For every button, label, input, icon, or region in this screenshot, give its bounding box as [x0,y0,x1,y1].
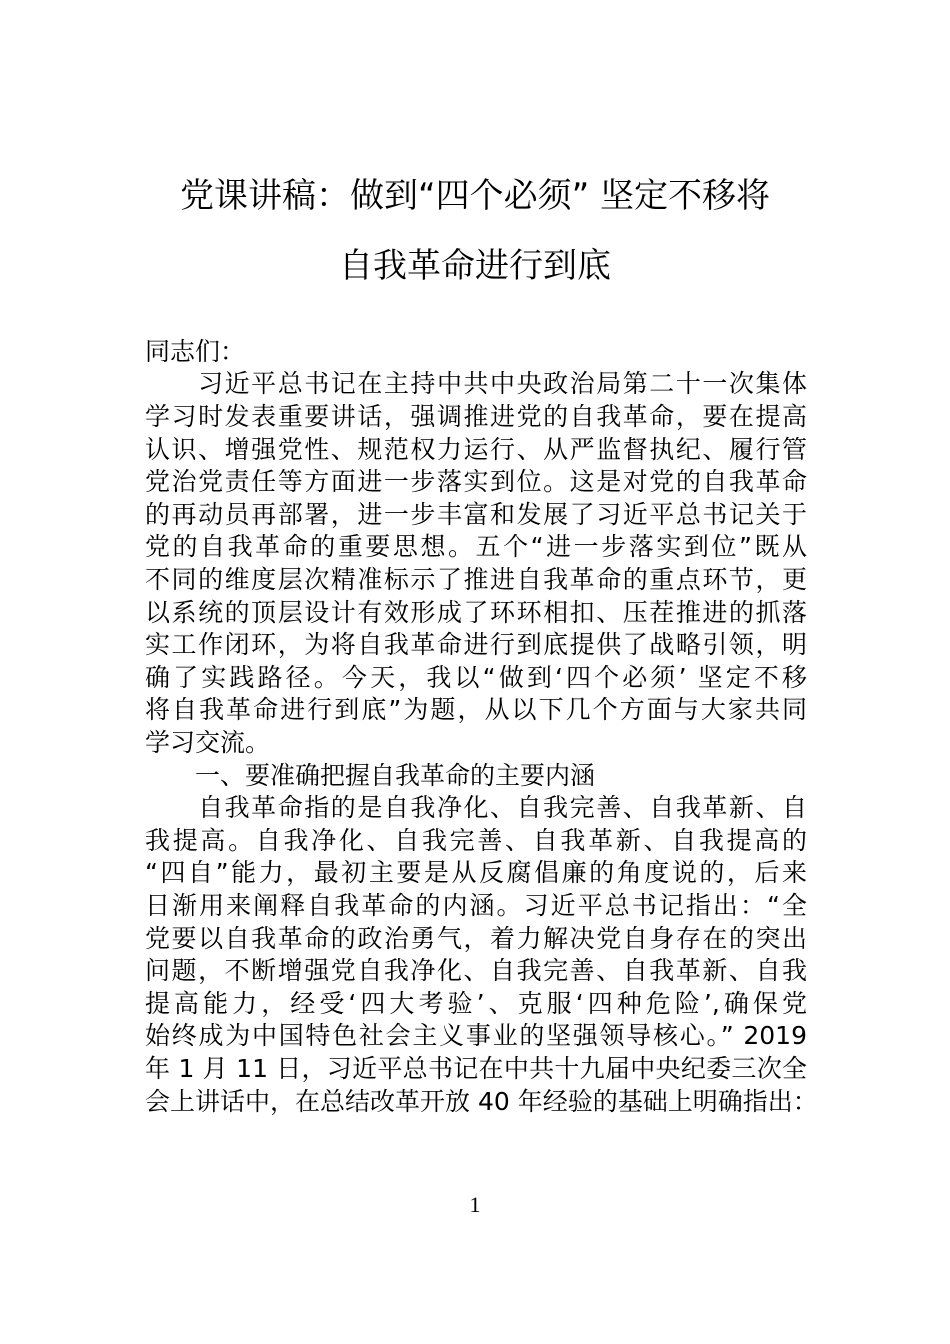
document-title-line-1: 党课讲稿：做到“四个必须” 坚定不移将 [179,176,771,216]
paragraph-line: 始终成为中国特色社会主义事业的坚强领导核心。” 2019 [145,1021,807,1050]
paragraph-line: 习近平总书记在主持中共中央政治局第二十一次集体 [145,369,807,398]
paragraph-line: 党治党责任等方面进一步落实到位。这是对党的自我革命 [145,467,807,496]
paragraph-line: “四自”能力，最初主要是从反腐倡廉的角度说的，后来 [145,858,807,887]
paragraph-line: 认识、增强党性、规范权力运行、从严监督执纪、履行管 [145,435,807,464]
paragraph-line: 日渐用来阐释自我革命的内涵。习近平总书记指出：“全 [145,891,807,920]
salutation: 同志们： [145,337,246,366]
page-number: 1 [469,1192,481,1217]
paragraph-line: 将自我革命进行到底”为题，从以下几个方面与大家共同 [145,695,807,724]
paragraph-line: 的再动员再部署，进一步丰富和发展了习近平总书记关于 [145,500,807,529]
paragraph-line: 不同的维度层次精准标示了推进自我革命的重点环节，更 [145,565,807,594]
paragraph-line: 学习时发表重要讲话，强调推进党的自我革命，要在提高 [145,402,807,431]
paragraph-line: 年 1 月 11 日，习近平总书记在中共十九届中央纪委三次全 [145,1054,807,1083]
paragraph-line: 提高能力，经受‘四大考验’、克服‘四种危险’,确保党 [145,989,807,1018]
paragraph-line: 自我革命指的是自我净化、自我完善、自我革新、自 [145,793,807,822]
paragraph-line: 实工作闭环，为将自我革命进行到底提供了战略引领，明 [145,630,807,659]
paragraph-line: 问题，不断增强党自我净化、自我完善、自我革新、自我 [145,956,807,985]
paragraph-line: 以系统的顶层设计有效形成了环环相扣、压茬推进的抓落 [145,598,807,627]
paragraph-line: 确了实践路径。今天，我以“做到‘四个必须’ 坚定不移 [145,663,807,692]
paragraph-line: 党要以自我革命的政治勇气，着力解决党自身存在的突出 [145,924,807,953]
paragraph-line: 党的自我革命的重要思想。五个“进一步落实到位”既从 [145,532,807,561]
paragraph-line: 会上讲话中，在总结改革开放 40 年经验的基础上明确指出： [145,1087,818,1116]
paragraph-line: 学习交流。 [145,728,271,757]
document-title-line-2: 自我革命进行到底 [339,246,611,286]
section-heading: 一、要准确把握自我革命的主要内涵 [145,761,596,790]
paragraph-line: 我提高。自我净化、自我完善、自我革新、自我提高的 [145,826,807,855]
